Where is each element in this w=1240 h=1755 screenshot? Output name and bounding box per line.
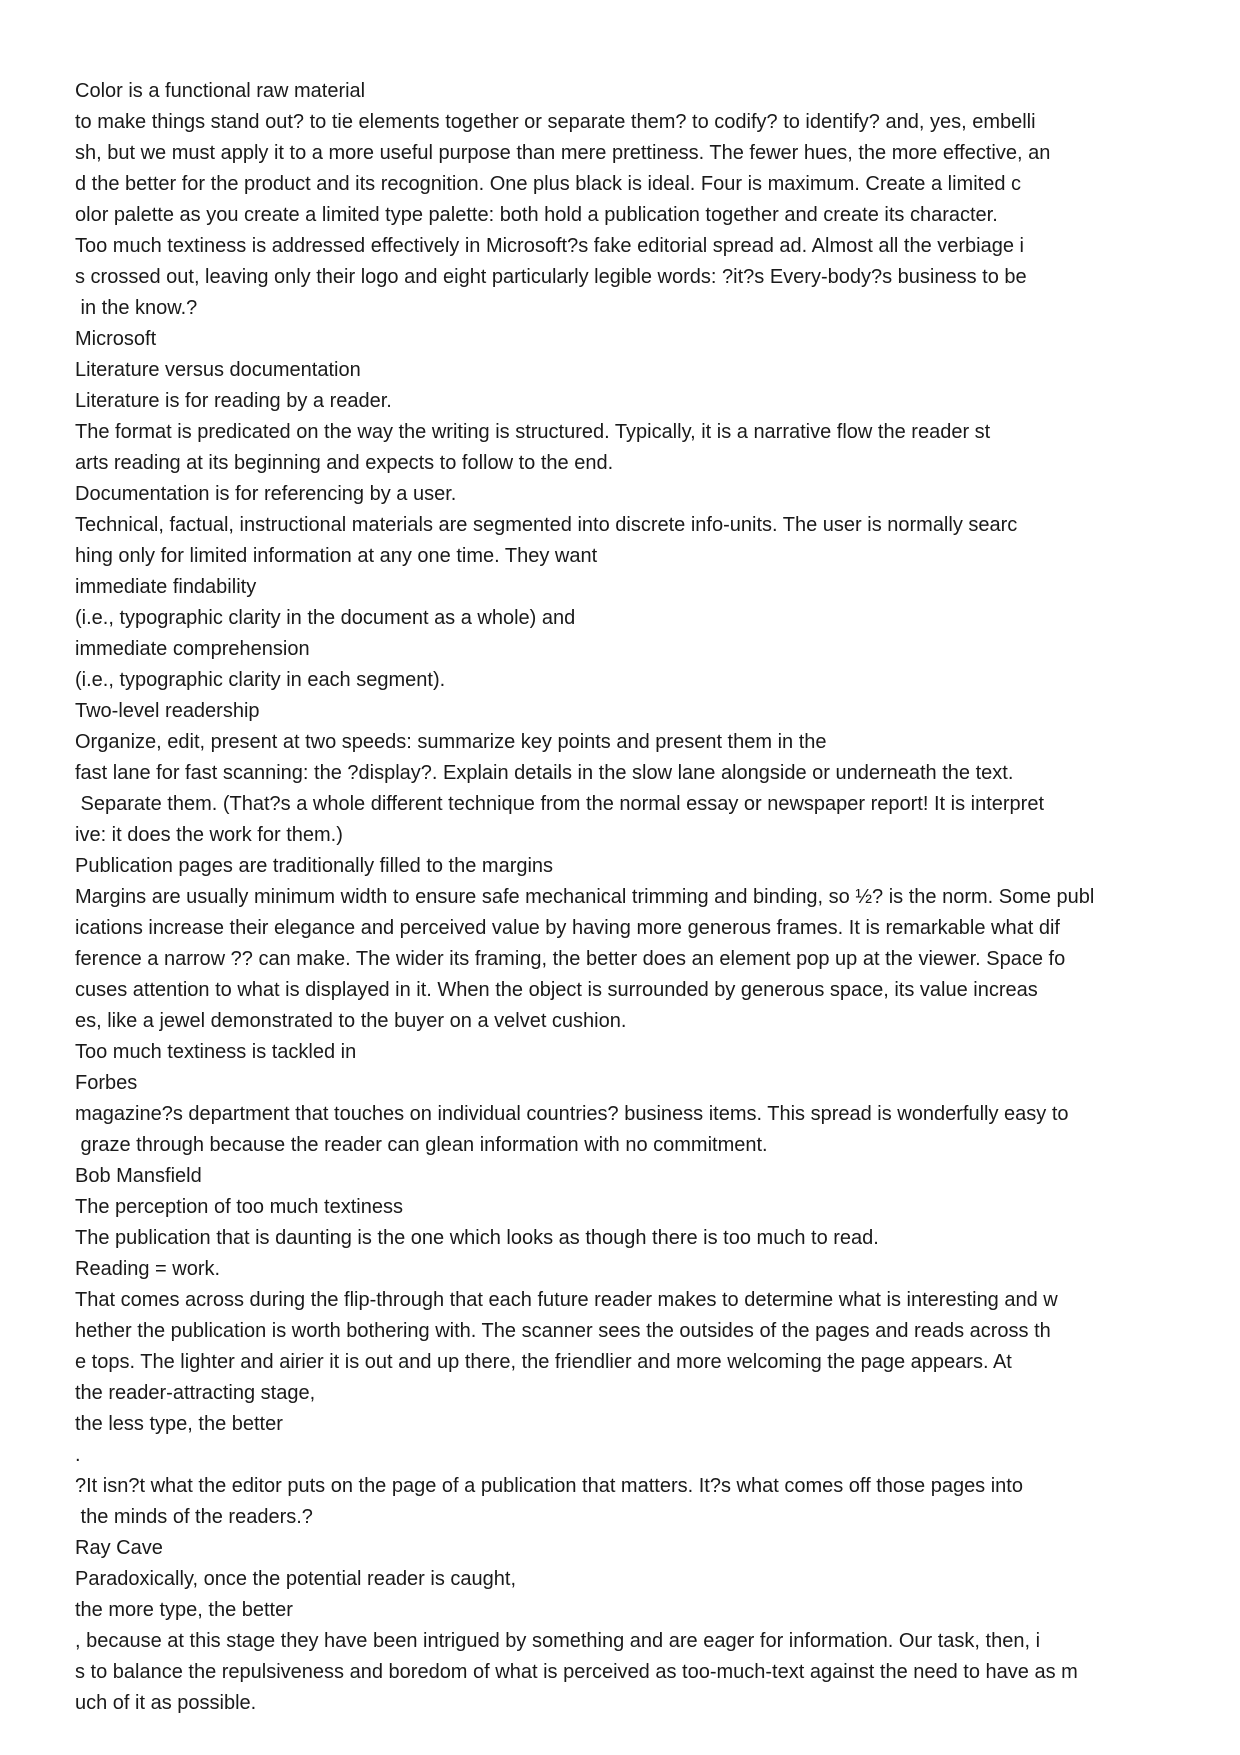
text-line: ?It isn?t what the editor puts on the page of a publication that matters. It?s what comes off those pages into bbox=[75, 1475, 1023, 1497]
text-line: e tops. The lighter and airier it is out and up there, the friendlier and more welcoming the page appears. At bbox=[75, 1351, 1012, 1373]
text-line: Too much textiness is addressed effectively in Microsoft?s fake editorial spread ad. Almost all the verbiage i bbox=[75, 235, 1024, 257]
text-line: cuses attention to what is displayed in it. When the object is surrounded by generous space, its value increas bbox=[75, 979, 1038, 1001]
text-line: Organize, edit, present at two speeds: summarize key points and present them in the bbox=[75, 731, 827, 753]
text-line: to make things stand out? to tie elements together or separate them? to codify? to identify? and, yes, embelli bbox=[75, 111, 1036, 133]
text-line: Microsoft bbox=[75, 328, 157, 350]
text-line: The format is predicated on the way the writing is structured. Typically, it is a narrative flow the reader st bbox=[75, 421, 991, 443]
text-line: Forbes bbox=[75, 1072, 138, 1094]
text-line: hing only for limited information at any one time. They want bbox=[75, 545, 598, 567]
text-line: The publication that is daunting is the one which looks as though there is too much to read. bbox=[75, 1227, 879, 1249]
text-line: Documentation is for referencing by a user. bbox=[75, 483, 457, 505]
text-line: the reader-attracting stage, bbox=[75, 1382, 316, 1404]
text-line: Ray Cave bbox=[75, 1537, 163, 1559]
text-line: Two-level readership bbox=[75, 700, 260, 722]
text-line: The perception of too much textiness bbox=[75, 1196, 403, 1218]
text-line: Margins are usually minimum width to ensure safe mechanical trimming and binding, so ½? is the norm. Some publ bbox=[75, 886, 1095, 908]
text-line: Publication pages are traditionally filled to the margins bbox=[75, 855, 554, 877]
text-line: Color is a functional raw material bbox=[75, 80, 366, 102]
text-line: ference a narrow ?? can make. The wider its framing, the better does an element pop up at the viewer. Space fo bbox=[75, 948, 1066, 970]
text-line: , because at this stage they have been intrigued by something and are eager for information. Our task, then, i bbox=[75, 1630, 1041, 1652]
text-line: s crossed out, leaving only their logo and eight particularly legible words: ?it?s Every-body?s business to be bbox=[75, 266, 1027, 288]
text-line: Paradoxically, once the potential reader is caught, bbox=[75, 1568, 517, 1590]
text-line: (i.e., typographic clarity in the document as a whole) and bbox=[75, 607, 576, 629]
document-body bbox=[75, 76, 1225, 1719]
text-line: magazine?s department that touches on individual countries? business items. This spread is wonderfully easy to bbox=[75, 1103, 1069, 1125]
text-line: Reading = work. bbox=[75, 1258, 221, 1280]
text-line: Bob Mansfield bbox=[75, 1165, 202, 1187]
text-line: That comes across during the flip-through that each future reader makes to determine what is interesting and w bbox=[75, 1289, 1058, 1311]
text-line: Technical, factual, instructional materials are segmented into discrete info-units. The user is normally searc bbox=[75, 514, 1018, 536]
text-line: olor palette as you create a limited type palette: both hold a publication together and create its character. bbox=[75, 204, 998, 226]
text-line: uch of it as possible. bbox=[75, 1692, 257, 1714]
text-line: arts reading at its beginning and expects to follow to the end. bbox=[75, 452, 614, 474]
text-line: fast lane for fast scanning: the ?display?. Explain details in the slow lane alongside or underneath the text. bbox=[75, 762, 1014, 784]
text-line: Separate them. (That?s a whole different technique from the normal essay or newspaper report! It is interpret bbox=[75, 793, 1045, 815]
text-line: sh, but we must apply it to a more useful purpose than mere prettiness. The fewer hues, the more effective, an bbox=[75, 142, 1051, 164]
text-line: the more type, the better bbox=[75, 1599, 293, 1621]
text-line: in the know.? bbox=[75, 297, 198, 319]
text-line: graze through because the reader can glean information with no commitment. bbox=[75, 1134, 768, 1156]
text-line: the less type, the better bbox=[75, 1413, 283, 1435]
text-line: ive: it does the work for them.) bbox=[75, 824, 343, 846]
text-line: immediate findability bbox=[75, 576, 257, 598]
text-line: es, like a jewel demonstrated to the buyer on a velvet cushion. bbox=[75, 1010, 627, 1032]
text-line: d the better for the product and its recognition. One plus black is ideal. Four is maximum. Create a limited c bbox=[75, 173, 1021, 195]
text-line: . bbox=[75, 1444, 81, 1466]
text-line: the minds of the readers.? bbox=[75, 1506, 313, 1528]
text-line: ications increase their elegance and perceived value by having more generous frames. It is remarkable what dif bbox=[75, 917, 1060, 939]
text-line: immediate comprehension bbox=[75, 638, 310, 660]
text-line: Too much textiness is tackled in bbox=[75, 1041, 357, 1063]
text-line: (i.e., typographic clarity in each segment). bbox=[75, 669, 446, 691]
text-line: s to balance the repulsiveness and boredom of what is perceived as too-much-text against the need to have as m bbox=[75, 1661, 1078, 1683]
text-line: Literature versus documentation bbox=[75, 359, 361, 381]
text-line: hether the publication is worth bothering with. The scanner sees the outsides of the pages and reads across th bbox=[75, 1320, 1051, 1342]
text-line: Literature is for reading by a reader. bbox=[75, 390, 392, 412]
